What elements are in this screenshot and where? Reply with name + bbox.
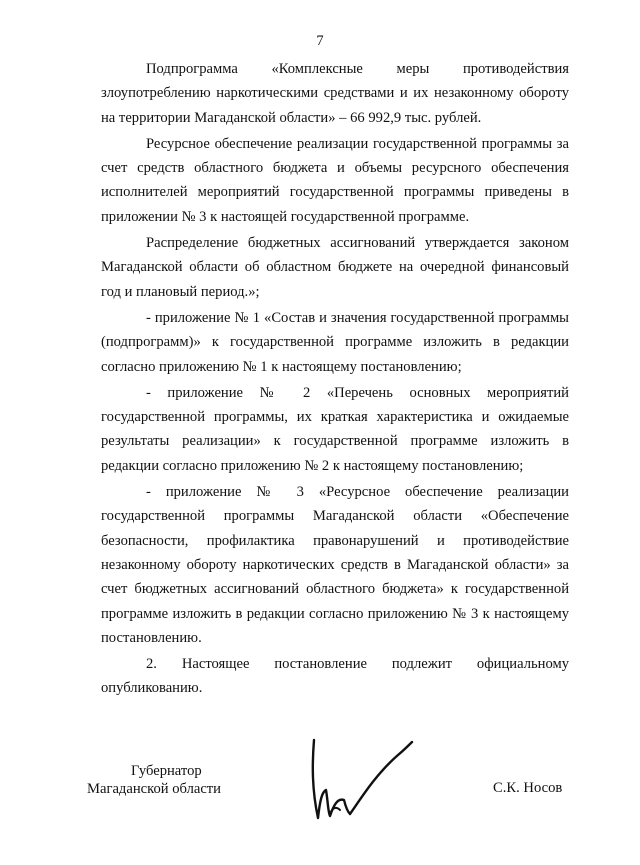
paragraph-appendix-2: - приложение № 2 «Перечень основных мероприятий государственной программы, их краткая характеристика и ожидаемые результаты реализации» к государственной программе изложить в редакции согласно приложению № 2 к настоящему постановлению; <box>101 384 569 474</box>
page-number: 7 <box>316 33 324 49</box>
paragraph-appendix-1: - приложение № 1 «Состав и значения государственной программы (подпрограмм)» к государственной программе изложить в редакции согласно приложению № 1 к настоящему постановлению; <box>101 309 569 375</box>
paragraph-allocation: Распределение бюджетных ассигнований утверждается законом Магаданской области об областном бюджете на очередной финансовый год и плановый период.»; <box>101 235 569 300</box>
signatory-title-line2: Магаданской области <box>87 781 221 797</box>
handwritten-signature <box>300 730 430 830</box>
signatory-name: С.К. Носов <box>493 780 563 796</box>
signatory-title <box>87 762 221 798</box>
document-body <box>101 57 569 703</box>
paragraph-publication: 2. Настоящее постановление подлежит официальному опубликованию. <box>101 656 569 697</box>
signatory-title-line1: Губернатор <box>131 763 202 779</box>
paragraph-appendix-3: - приложение № 3 «Ресурсное обеспечение реализации государственной программы Магаданской области «Обеспечение безопасности, профилактика правонарушений и противодействие незаконному обороту наркотических средств в Магаданской области» за счет бюджетных ассигнований областного бюджета» к государственной программе изложить в редакции согласно приложению № 3 к настоящему постановлению. <box>101 484 569 646</box>
paragraph-resources: Ресурсное обеспечение реализации государственной программы за счет средств областного бюджета и объемы ресурсного обеспечения исполнителей мероприятий государственной программы приведены в приложении № 3 к настоящей государственной программе. <box>101 135 569 225</box>
paragraph-subprogram: Подпрограмма «Комплексные меры противодействия злоупотреблению наркотическими средствами и их незаконному обороту на территории Магаданской области» – 66 992,9 тыс. рублей. <box>101 61 569 126</box>
